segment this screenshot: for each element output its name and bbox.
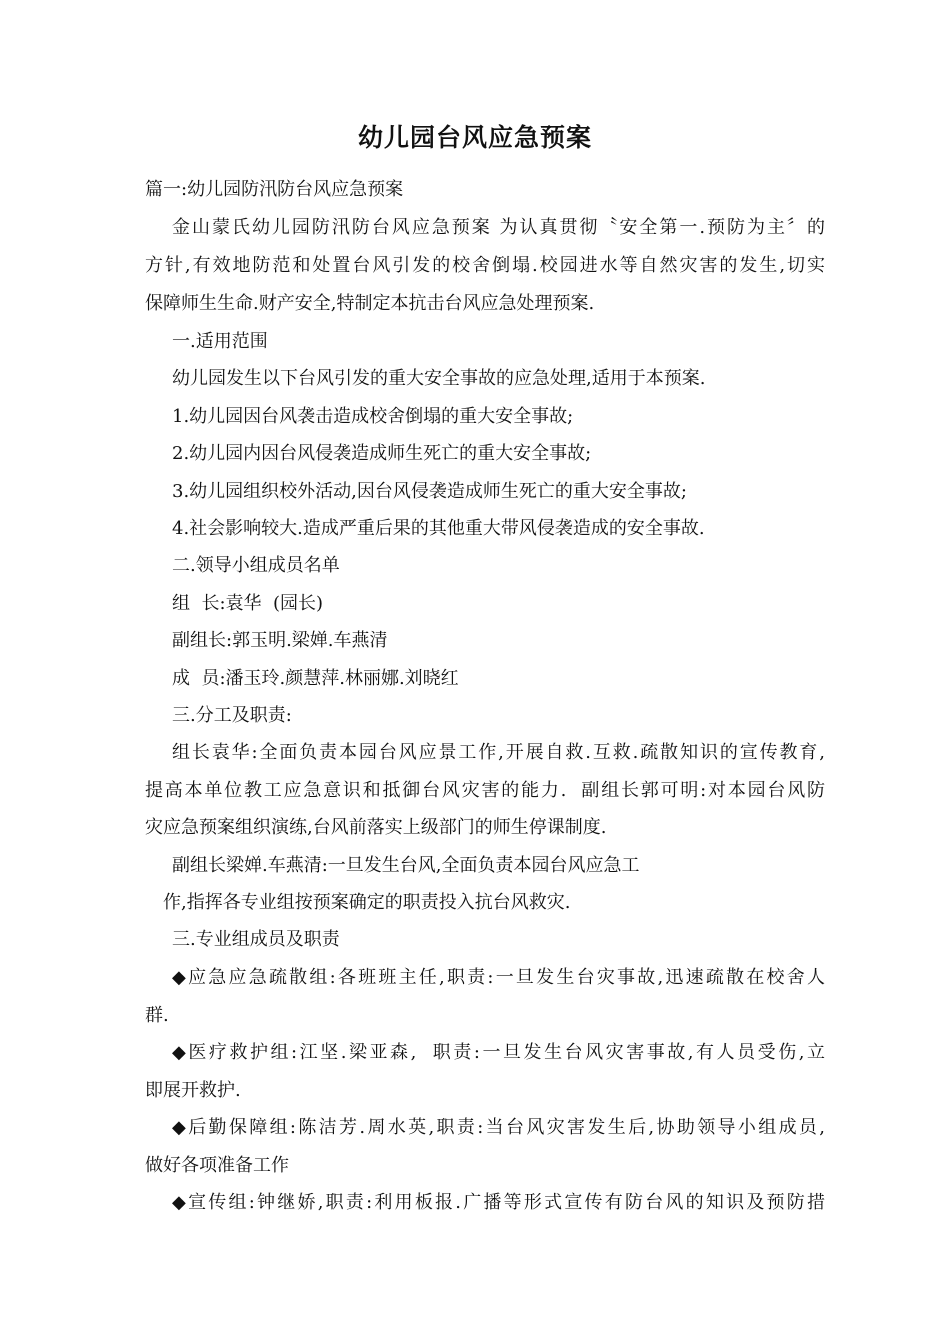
paragraph-line: 群.	[145, 1005, 169, 1026]
paragraph-line: 作,指挥各专业组按预案确定的职责投入抗台风救灾.	[163, 892, 571, 913]
paragraph-line: 提高本单位教工应急意识和抵御台风灾害的能力. 副组长郭可明:对本园台风防	[145, 780, 825, 801]
section-heading: 二.领导小组成员名单	[172, 555, 340, 576]
paragraph-line: 方针,有效地防范和处置台风引发的校舍倒塌.校园进水等自然灾害的发生,切实	[145, 255, 825, 276]
paragraph-line: 灾应急预案组织演练,台风前落实上级部门的师生停课制度.	[145, 817, 607, 838]
section-heading: 篇一:幼儿园防汛防台风应急预案	[145, 179, 404, 200]
member-line: 成 员:潘玉玲.颜慧萍.林丽娜.刘晓红	[172, 668, 459, 689]
list-item: 4.社会影响较大.造成严重后果的其他重大带风侵袭造成的安全事故.	[172, 518, 705, 539]
section-heading: 一.适用范围	[172, 331, 268, 352]
list-item: 2.幼儿园内因台风侵袭造成师生死亡的重大安全事故;	[172, 443, 592, 464]
member-line: 组 长:袁华 (园长)	[172, 593, 323, 614]
member-line: 副组长:郭玉明.梁婵.车燕清	[172, 630, 388, 651]
section-heading: 三.分工及职责:	[172, 705, 292, 726]
team-item: ◆宣传组:钟继娇,职责:利用板报.广播等形式宣传有防台风的知识及预防措	[172, 1192, 825, 1213]
document-title: 幼儿园台风应急预案	[357, 123, 592, 152]
team-item: ◆应急应急疏散组:各班班主任,职责:一旦发生台灾事故,迅速疏散在校舍人	[172, 967, 825, 988]
paragraph-line: 幼儿园发生以下台风引发的重大安全事故的应急处理,适用于本预案.	[172, 368, 706, 389]
team-item: ◆医疗救护组:江坚.梁亚森, 职责:一旦发生台风灾害事故,有人员受伤,立	[172, 1042, 825, 1063]
paragraph-line: 金山蒙氏幼儿园防汛防台风应急预案 为认真贯彻〝安全第一.预防为主〞的	[172, 217, 825, 238]
section-heading: 三.专业组成员及职责	[172, 929, 340, 950]
paragraph-line: 保障师生生命.财产安全,特制定本抗击台风应急处理预案.	[145, 293, 595, 314]
paragraph-line: 即展开救护.	[145, 1080, 241, 1101]
list-item: 1.幼儿园因台风袭击造成校舍倒塌的重大安全事故;	[172, 406, 574, 427]
paragraph-line: 做好各项准备工作	[145, 1155, 289, 1176]
paragraph-line: 副组长梁婵.车燕清:一旦发生台风,全面负责本园台风应急工	[172, 855, 640, 876]
paragraph-line: 组长袁华:全面负责本园台风应景工作,开展自救.互救.疏散知识的宣传教育,	[172, 742, 825, 763]
team-item: ◆后勤保障组:陈洁芳.周水英,职责:当台风灾害发生后,协助领导小组成员,	[172, 1117, 825, 1138]
list-item: 3.幼儿园组织校外活动,因台风侵袭造成师生死亡的重大安全事故;	[172, 481, 687, 502]
